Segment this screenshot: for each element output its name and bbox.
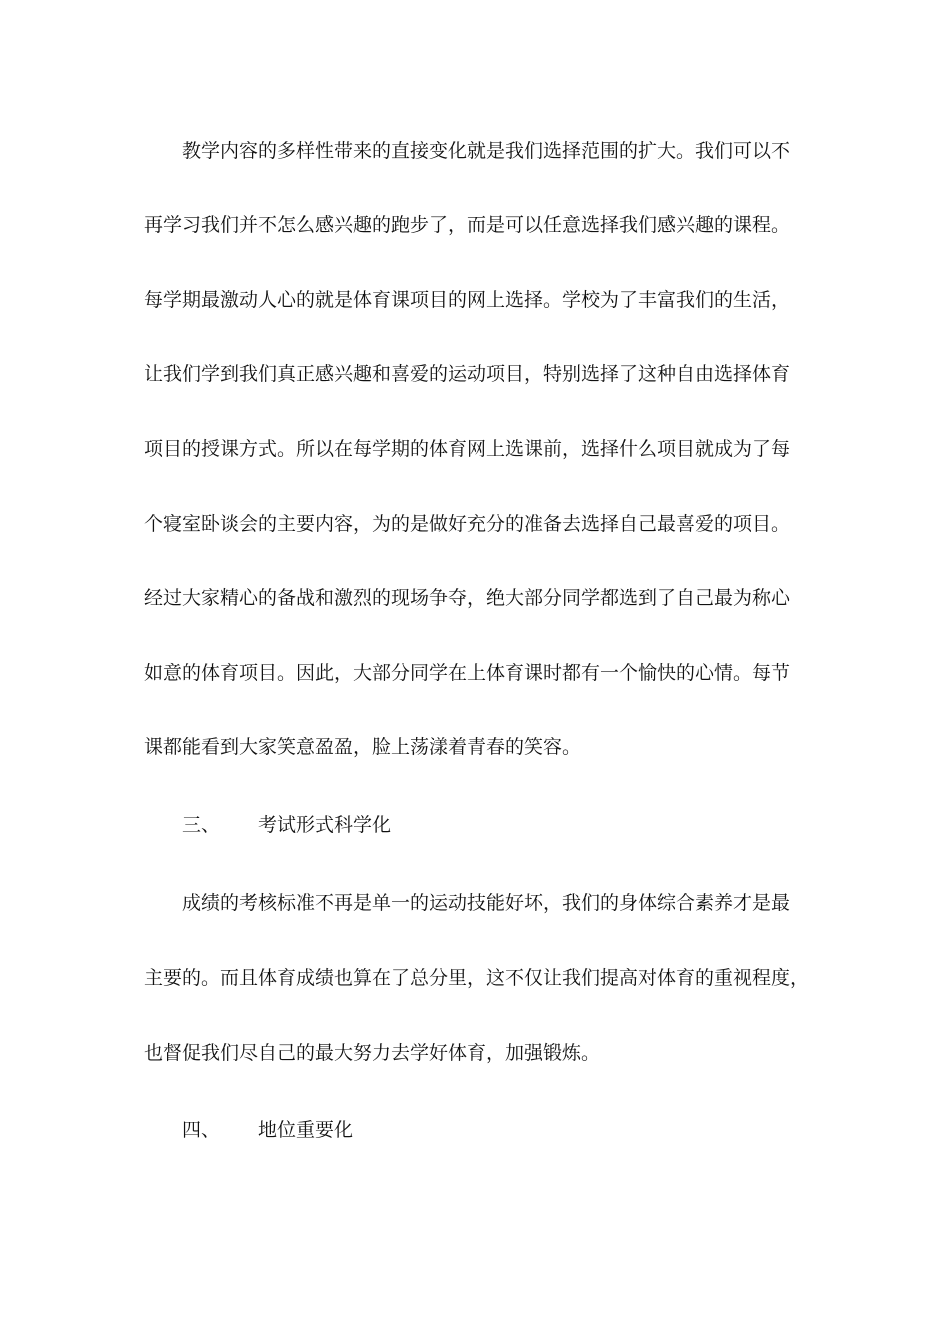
paragraph-1-line-2: 再学习我们并不怎么感兴趣的跑步了，而是可以任意选择我们感兴趣的课程。 bbox=[144, 214, 791, 236]
paragraph-1-line-5: 项目的授课方式。所以在每学期的体育网上选课前，选择什么项目就成为了每 bbox=[144, 438, 791, 460]
section-3-number: 三、 bbox=[182, 814, 221, 836]
paragraph-2-line-3: 也督促我们尽自己的最大努力去学好体育，加强锻炼。 bbox=[144, 1042, 601, 1064]
paragraph-1-line-1: 教学内容的多样性带来的直接变化就是我们选择范围的扩大。我们可以不 bbox=[182, 140, 791, 162]
paragraph-2-line-2: 主要的。而且体育成绩也算在了总分里，这不仅让我们提高对体育的重视程度， bbox=[144, 967, 810, 989]
section-4-title: 地位重要化 bbox=[258, 1119, 354, 1141]
paragraph-1-line-3: 每学期最激动人心的就是体育课项目的网上选择。学校为了丰富我们的生活， bbox=[144, 289, 791, 311]
paragraph-1-line-9: 课都能看到大家笑意盈盈，脸上荡漾着青春的笑容。 bbox=[144, 736, 582, 758]
section-3-title: 考试形式科学化 bbox=[258, 814, 392, 836]
paragraph-2-line-1: 成绩的考核标准不再是单一的运动技能好坏，我们的身体综合素养才是最 bbox=[182, 892, 791, 914]
paragraph-1-line-4: 让我们学到我们真正感兴趣和喜爱的运动项目，特别选择了这种自由选择体育 bbox=[144, 363, 791, 385]
paragraph-1-line-7: 经过大家精心的备战和激烈的现场争夺，绝大部分同学都选到了自己最为称心 bbox=[144, 587, 791, 609]
section-4-number: 四、 bbox=[182, 1119, 221, 1141]
paragraph-1-line-8: 如意的体育项目。因此，大部分同学在上体育课时都有一个愉快的心情。每节 bbox=[144, 662, 791, 684]
paragraph-1-line-6: 个寝室卧谈会的主要内容，为的是做好充分的准备去选择自己最喜爱的项目。 bbox=[144, 513, 791, 535]
